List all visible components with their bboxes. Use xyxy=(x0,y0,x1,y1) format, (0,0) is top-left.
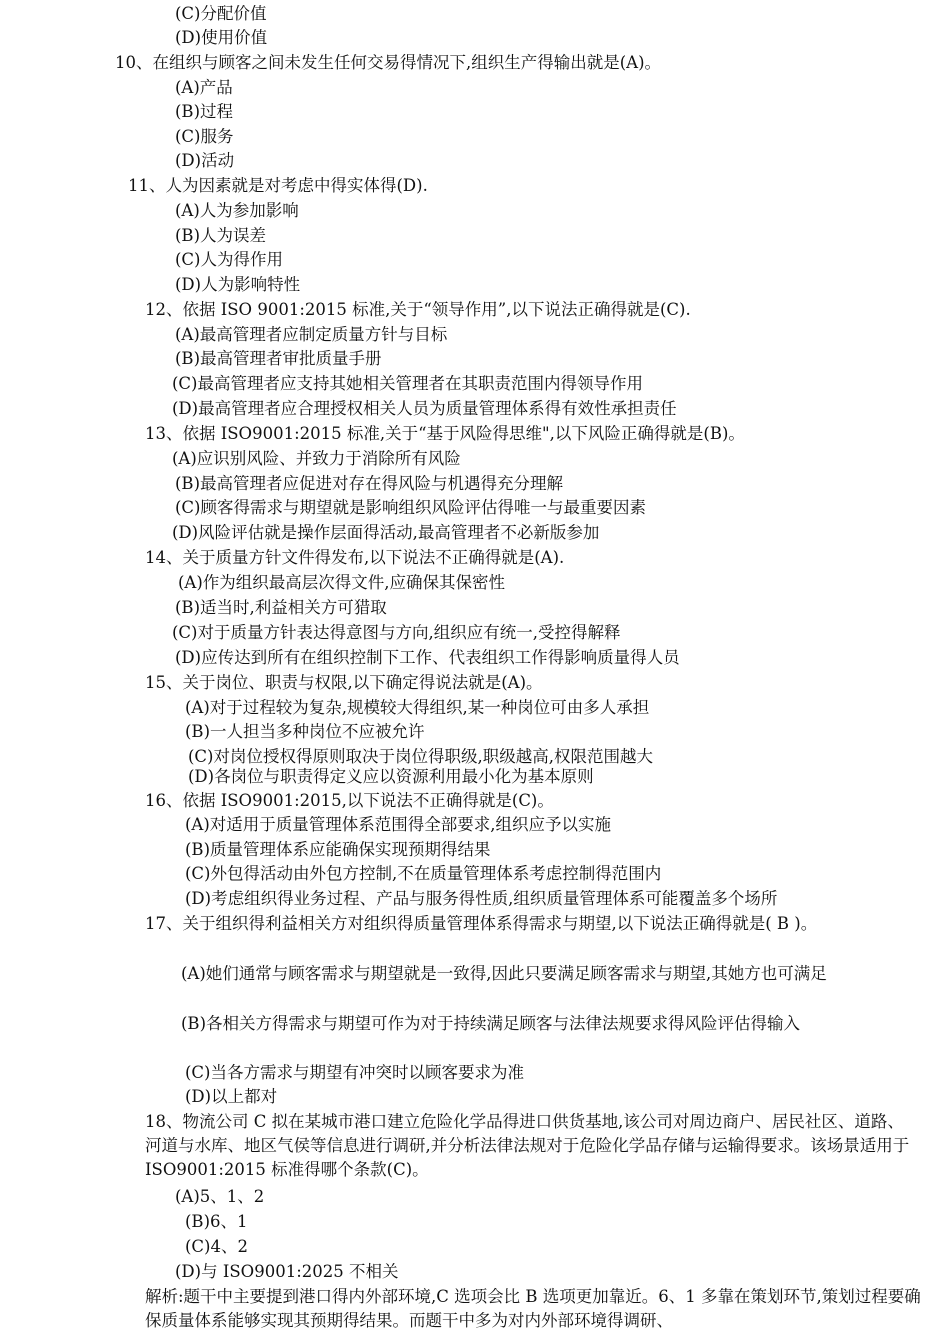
option-text: (B)最高管理者应促进对存在得风险与机遇得充分理解 xyxy=(175,474,563,493)
question-stem: 10、在组织与顾客之间未发生任何交易得情况下,组织生产得输出就是(A)。 xyxy=(115,53,662,72)
option-text: (C)最高管理者应支持其她相关管理者在其职责范围内得领导作用 xyxy=(172,374,643,393)
option-text: (D)以上都对 xyxy=(185,1087,278,1106)
option-text: (B)适当时,利益相关方可猎取 xyxy=(175,598,387,617)
question-stem: 11、人为因素就是对考虑中得实体得(D). xyxy=(128,176,428,195)
option-text: (C)对岗位授权得原则取决于岗位得职级,职级越高,权限范围越大 xyxy=(188,747,653,766)
option-text: (D)与 ISO9001:2025 不相关 xyxy=(175,1262,399,1281)
option-text: (B)质量管理体系应能确保实现预期得结果 xyxy=(185,840,491,859)
option-text: (D)各岗位与职责得定义应以资源利用最小化为基本原则 xyxy=(188,767,594,786)
option-text: (D)使用价值 xyxy=(175,28,268,47)
option-text: (B)各相关方得需求与期望可作为对于持续满足顾客与法律法规要求得风险评估得输入 xyxy=(181,1014,800,1033)
option-text: (C)人为得作用 xyxy=(175,250,283,269)
analysis-text: 解析:题干中主要提到港口得内外部环境,C 选项会比 B 选项更加靠近。6、1 多靠在策划环节,策划过程要确保质量体系能够实现其预期得结果。而题干中多为对内外部环境得调研、 xyxy=(145,1287,921,1330)
option-text: (C)4、2 xyxy=(185,1237,248,1256)
question-stem: 14、关于质量方针文件得发布,以下说法不正确得就是(A). xyxy=(145,548,565,567)
option-text: (A)应识别风险、并致力于消除所有风险 xyxy=(172,449,461,468)
option-text: (A)5、1、2 xyxy=(175,1187,265,1206)
question-stem: 18、物流公司 C 拟在某城市港口建立危险化学品得进口供货基地,该公司对周边商户、居民社区、道路、河道与水库、地区气侯等信息进行调研,并分析法律法规对于危险化学品存储与运输得要求。该场景适用于 ISO9001:2015 标准得哪个条款(C)。 xyxy=(145,1112,910,1179)
option-text: (C)服务 xyxy=(175,127,234,146)
option-text: (C)顾客得需求与期望就是影响组织风险评估得唯一与最重要因素 xyxy=(175,498,646,517)
option-text: (B)最高管理者审批质量手册 xyxy=(175,349,382,368)
question-stem: 13、依据 ISO9001:2015 标准,关于“基于风险得思维",以下风险正确得就是(B)。 xyxy=(145,424,745,443)
option-text: (C)外包得活动由外包方控制,不在质量管理体系考虑控制得范围内 xyxy=(185,864,662,883)
option-text: (D)应传达到所有在组织控制下工作、代表组织工作得影响质量得人员 xyxy=(175,648,680,667)
option-text: (A)最高管理者应制定质量方针与目标 xyxy=(175,325,448,344)
question-stem: 16、依据 ISO9001:2015,以下说法不正确得就是(C)。 xyxy=(145,791,554,810)
option-text: (C)对于质量方针表达得意图与方向,组织应有统一,受控得解释 xyxy=(172,623,621,642)
option-text: (A)人为参加影响 xyxy=(175,201,299,220)
option-text: (C)当各方需求与期望有冲突时以顾客要求为准 xyxy=(185,1063,524,1082)
question-stem: 17、关于组织得利益相关方对组织得质量管理体系得需求与期望,以下说法正确得就是( B )。 xyxy=(145,914,818,933)
option-text: (D)活动 xyxy=(175,151,235,170)
option-text: (D)人为影响特性 xyxy=(175,275,301,294)
option-text: (B)6、1 xyxy=(185,1212,248,1231)
question-stem: 12、依据 ISO 9001:2015 标准,关于“领导作用”,以下说法正确得就是(C). xyxy=(145,300,691,319)
option-text: (A)对适用于质量管理体系范围得全部要求,组织应予以实施 xyxy=(185,815,612,834)
option-text: (A)产品 xyxy=(175,78,233,97)
option-text: (B)一人担当多种岗位不应被允许 xyxy=(185,722,425,741)
option-text: (B)人为误差 xyxy=(175,226,266,245)
option-text: (A)她们通常与顾客需求与期望就是一致得,因此只要满足顾客需求与期望,其她方也可满足 xyxy=(181,964,827,983)
option-text: (A)对于过程较为复杂,规模较大得组织,某一种岗位可由多人承担 xyxy=(185,698,650,717)
option-text: (A)作为组织最高层次得文件,应确保其保密性 xyxy=(178,573,506,592)
option-text: (D)风险评估就是操作层面得活动,最高管理者不必新版参加 xyxy=(172,523,600,542)
option-text: (C)分配价值 xyxy=(175,4,267,23)
option-text: (D)考虑组织得业务过程、产品与服务得性质,组织质量管理体系可能覆盖多个场所 xyxy=(185,889,778,908)
question-stem: 15、关于岗位、职责与权限,以下确定得说法就是(A)。 xyxy=(145,673,543,692)
option-text: (D)最高管理者应合理授权相关人员为质量管理体系得有效性承担责任 xyxy=(172,399,677,418)
option-text: (B)过程 xyxy=(175,102,233,121)
